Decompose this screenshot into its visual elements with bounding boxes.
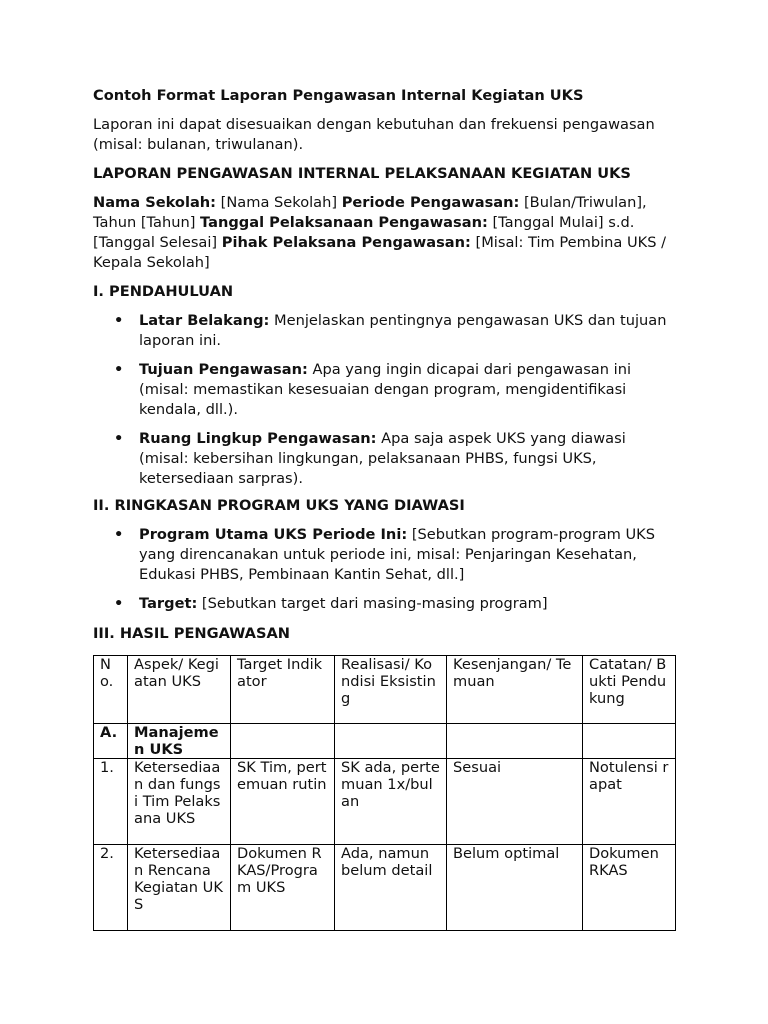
- meta-value-executor: [Misal: Tim Pembina UKS / Kepala Sekolah]: [93, 234, 667, 271]
- header-cell-aspect: Aspek/ Kegiatan UKS: [128, 656, 231, 724]
- bullet-icon: •: [114, 312, 124, 329]
- header-cell-target: Target Indikator: [231, 656, 335, 724]
- meta-value-period: [Bulan/Triwulan], Tahun [Tahun]: [93, 194, 647, 231]
- table-cell: 1.: [94, 759, 128, 845]
- intro-paragraph: Laporan ini dapat disesuaikan dengan kebutuhan dan frekuensi pengawasan (misal: bulanan, triwulanan).: [93, 116, 655, 153]
- meta-value-school: [Nama Sekolah]: [220, 194, 338, 211]
- table-cell: SK Tim, pertemuan rutin: [231, 759, 335, 845]
- table-cell: [335, 724, 447, 759]
- table-cell: Ketersediaan dan fungsi Tim Pelaksana UKS: [128, 759, 231, 845]
- table-cell: [447, 724, 583, 759]
- bullet-icon: •: [114, 595, 124, 612]
- list-item: [93, 360, 669, 420]
- table-cell: Ketersediaan Rencana Kegiatan UKS: [128, 845, 231, 931]
- introduction-list: [93, 311, 683, 498]
- group-number: A.: [94, 724, 128, 759]
- list-item: [93, 594, 669, 614]
- item-text: Apa saja aspek UKS yang diawasi (misal: kebersihan lingkungan, pelaksanaan PHBS, fungsi UKS, ketersediaan sarpras).: [139, 430, 626, 487]
- table-cell: Belum optimal: [447, 845, 583, 931]
- meta-label-school: Nama Sekolah:: [93, 194, 217, 211]
- item-label: Latar Belakang:: [139, 312, 270, 329]
- bullet-icon: •: [114, 430, 124, 447]
- item-text: [Sebutkan program-program UKS yang direncanakan untuk periode ini, misal: Penjaringan Kesehatan, Edukasi PHBS, Pembinaan Kantin Sehat, dll.]: [139, 526, 656, 583]
- table-row: [94, 759, 676, 845]
- results-table: [93, 655, 676, 931]
- meta-label-date: Tanggal Pelaksanaan Pengawasan:: [200, 214, 488, 231]
- item-text: [Sebutkan target dari masing-masing program]: [201, 595, 548, 612]
- item-text: Menjelaskan pentingnya pengawasan UKS dan tujuan laporan ini.: [139, 312, 667, 349]
- section-heading-results: III. HASIL PENGAWASAN: [93, 625, 290, 642]
- item-label: Target:: [139, 595, 198, 612]
- table-cell: Ada, namun belum detail: [335, 845, 447, 931]
- list-item: [93, 311, 669, 351]
- list-item: [93, 429, 669, 489]
- report-metadata: [93, 193, 673, 273]
- header-cell-realization: Realisasi/ Kondisi Eksisting: [335, 656, 447, 724]
- table-header-row: [94, 656, 676, 724]
- meta-value-date: [Tanggal Mulai] s.d. [Tanggal Selesai]: [93, 214, 635, 251]
- table-cell: Notulensi rapat: [583, 759, 676, 845]
- table-cell: Dokumen RKAS/Program UKS: [231, 845, 335, 931]
- item-label: Tujuan Pengawasan:: [139, 361, 308, 378]
- item-text: Apa yang ingin dicapai dari pengawasan ini (misal: memastikan kesesuaian dengan program, mengidentifikasi kendala, dll.).: [139, 361, 631, 418]
- group-name: Manajemen UKS: [128, 724, 231, 759]
- item-label: Program Utama UKS Periode Ini:: [139, 526, 408, 543]
- meta-label-period: Periode Pengawasan:: [341, 194, 520, 211]
- section-heading-program-summary: II. RINGKASAN PROGRAM UKS YANG DIAWASI: [93, 497, 465, 514]
- header-cell-gap: Kesenjangan/ Temuan: [447, 656, 583, 724]
- table-cell: [583, 724, 676, 759]
- header-cell-notes: Catatan/ Bukti Pendukung: [583, 656, 676, 724]
- table-cell: [231, 724, 335, 759]
- item-label: Ruang Lingkup Pengawasan:: [139, 430, 377, 447]
- table-row: [94, 845, 676, 931]
- header-cell-no: No.: [94, 656, 128, 724]
- bullet-icon: •: [114, 361, 124, 378]
- meta-label-executor: Pihak Pelaksana Pengawasan:: [221, 234, 471, 251]
- table-cell: SK ada, pertemuan 1x/bulan: [335, 759, 447, 845]
- program-summary-list: [93, 525, 683, 623]
- section-heading-introduction: I. PENDAHULUAN: [93, 283, 234, 300]
- table-cell: Dokumen RKAS: [583, 845, 676, 931]
- table-group-row: [94, 724, 676, 759]
- table-cell: Sesuai: [447, 759, 583, 845]
- list-item: [93, 525, 669, 585]
- bullet-icon: •: [114, 526, 124, 543]
- report-title: LAPORAN PENGAWASAN INTERNAL PELAKSANAAN KEGIATAN UKS: [93, 165, 631, 182]
- document-title: Contoh Format Laporan Pengawasan Internal Kegiatan UKS: [93, 87, 584, 104]
- table-cell: 2.: [94, 845, 128, 931]
